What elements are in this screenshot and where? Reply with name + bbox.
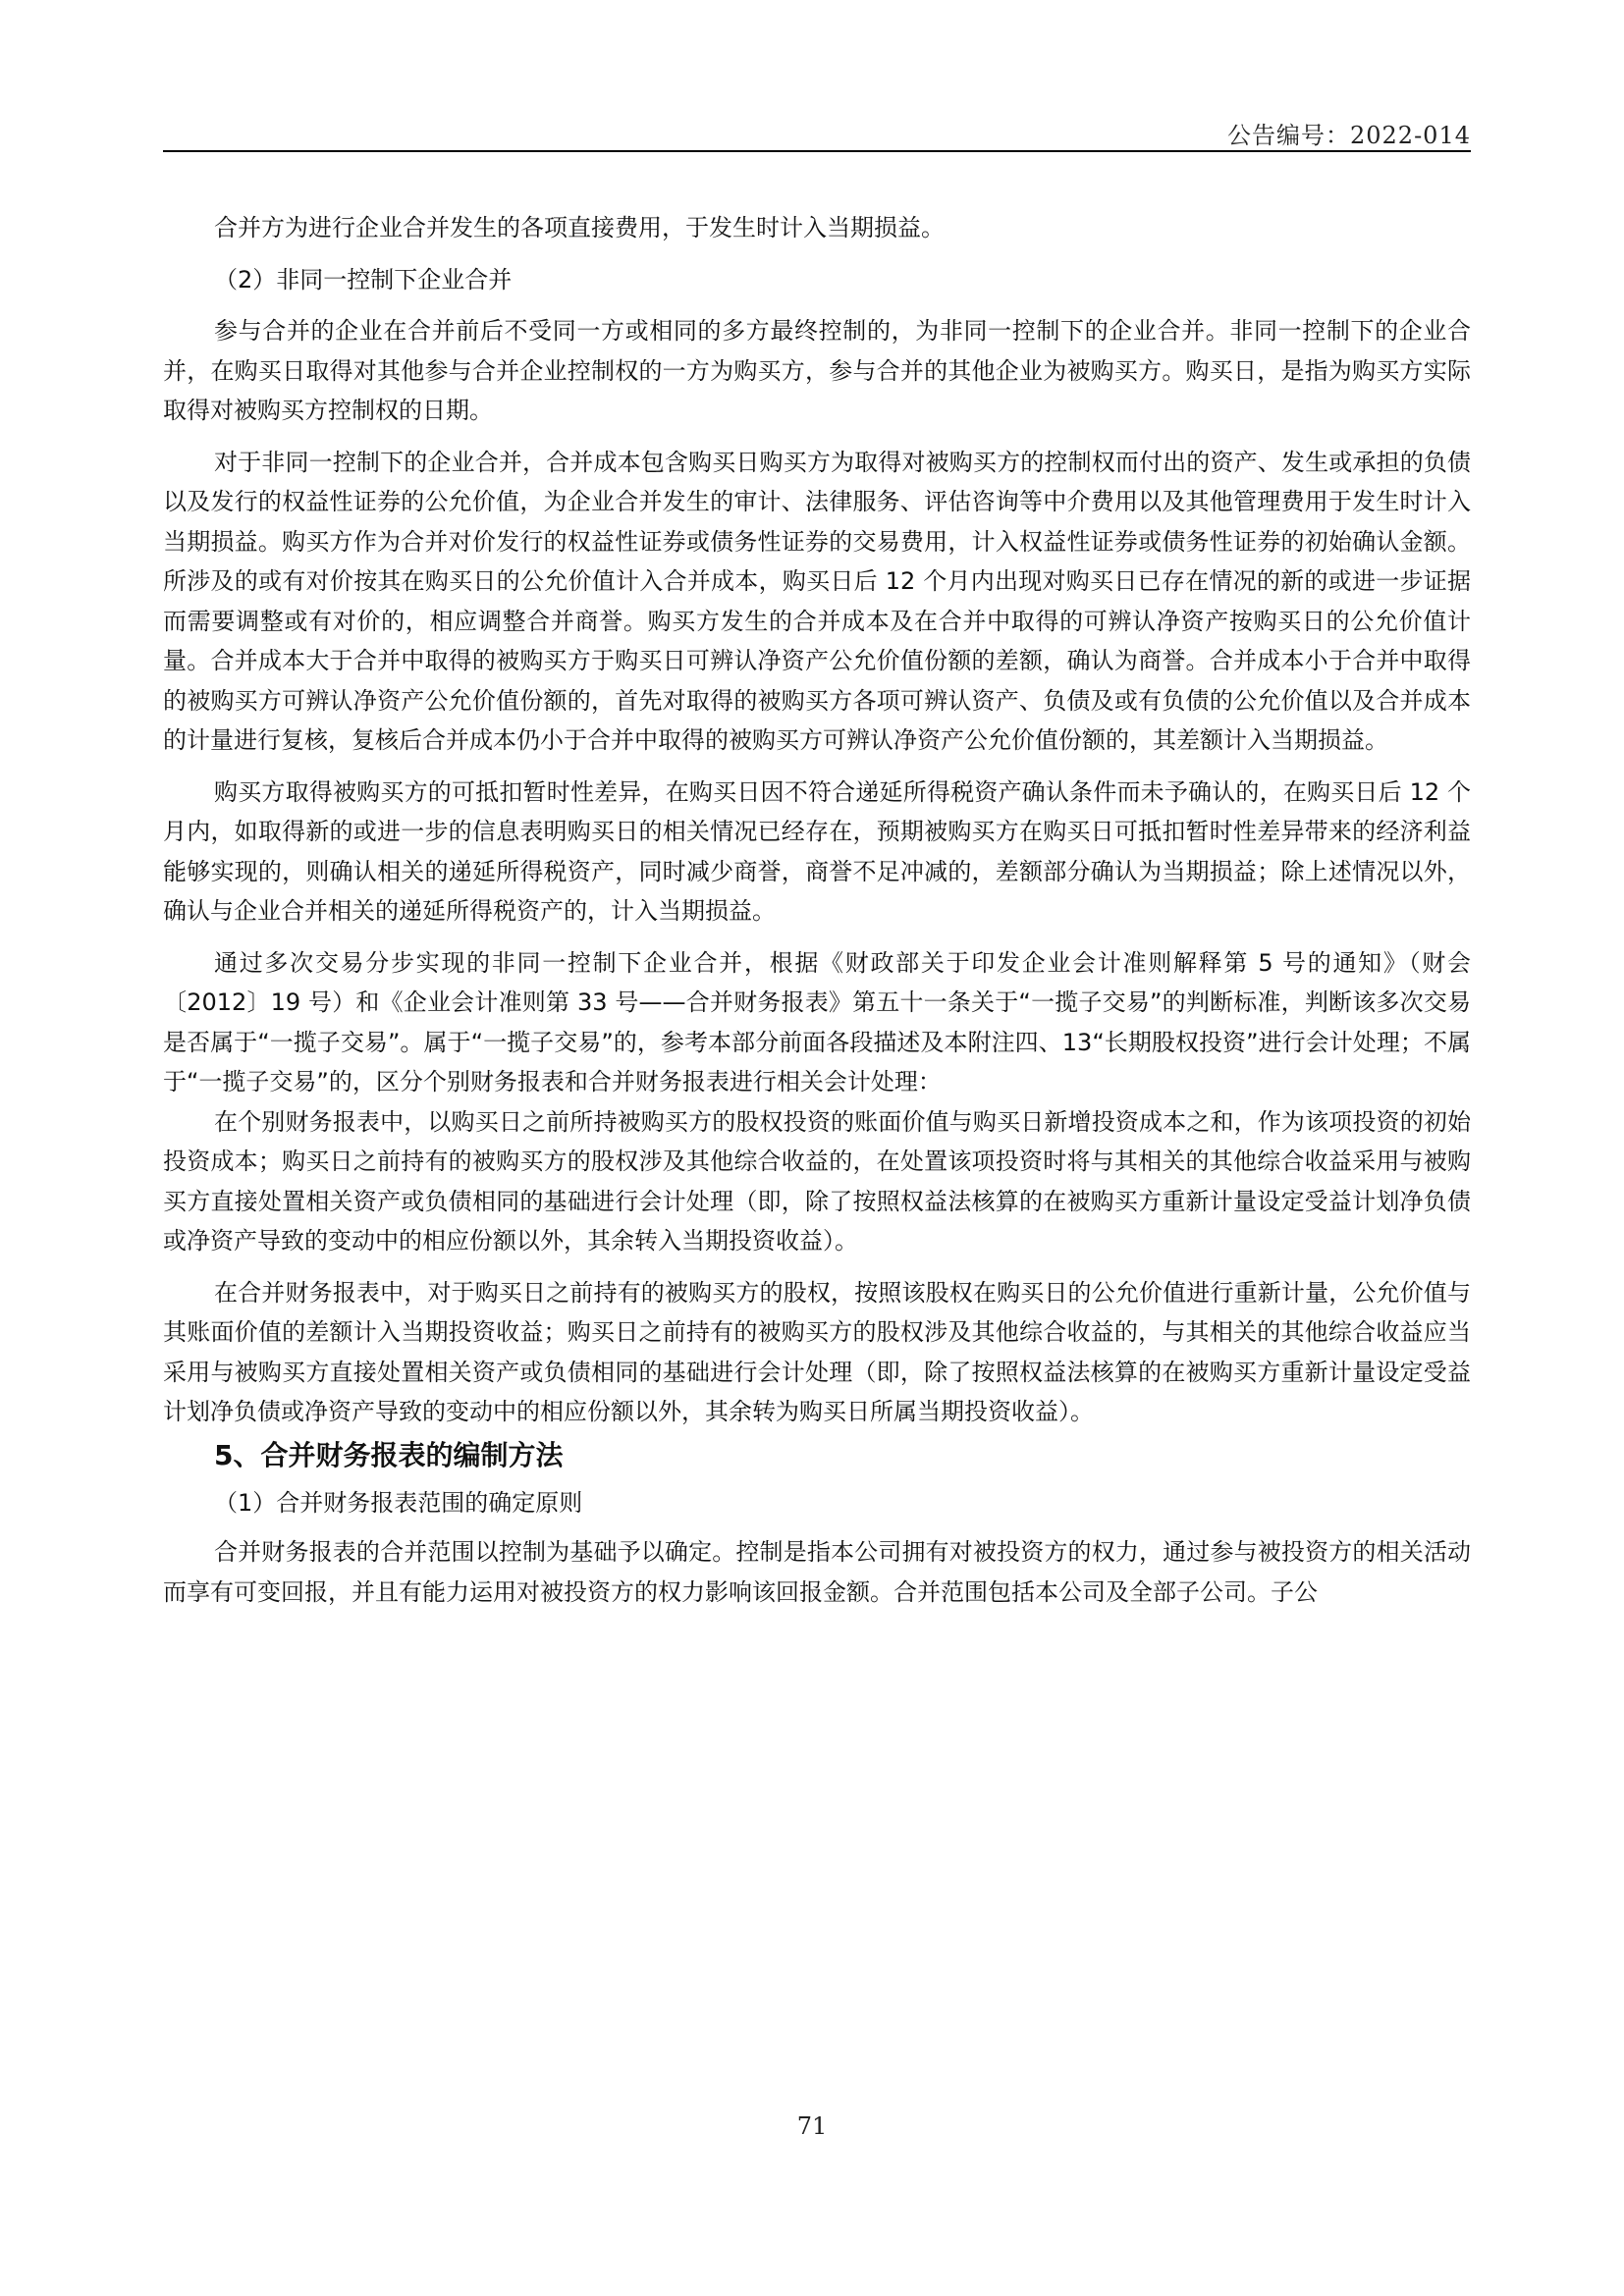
paragraph-non-common-control-definition: 参与合并的企业在合并前后不受同一方或相同的多方最终控制的，为非同一控制下的企业合并。非同一控制下的企业合并，在购买日取得对其他参与合并企业控制权的一方为购买方，参与合并的其他企业为被购买方。购买日，是指为购买方实际取得对被购买方控制权的日期。 — [163, 317, 1471, 424]
paragraph-merger-cost: 对于非同一控制下的企业合并，合并成本包含购买日购买方为取得对被购买方的控制权而付出的资产、发生或承担的负债以及发行的权益性证券的公允价值，为企业合并发生的审计、法律服务、评估咨询等中介费用以及其他管理费用于发生时计入当期损益。购买方作为合并对价发行的权益性证券或债务性证券的交易费用，计入权益性证券或债务性证券的初始确认金额。所涉及的或有对价按其在购买日的公允价值计入合并成本，购买日后 12 个月内出现对购买日已存在情况的新的或进一步证据而需要调整或有对价的，相应调整合并商誉。购买方发生的合并成本及在合并中取得的可辨认净资产按购买日的公允价值计量。合并成本大于合并中取得的被购买方于购买日可辨认净资产公允价值份额的差额，确认为商誉。合并成本小于合并中取得的被购买方可辨认净资产公允价值份额的，首先对取得的被购买方各项可辨认资产、负债及或有负债的公允价值以及合并成本的计量进行复核，复核后合并成本仍小于合并中取得的被购买方可辨认净资产公允价值份额的，其差额计入当期损益。 — [163, 448, 1471, 754]
paragraph-merger-direct-costs: 合并方为进行企业合并发生的各项直接费用，于发生时计入当期损益。 — [214, 214, 945, 241]
announcement-number: 公告编号：2022-014 — [1227, 122, 1471, 149]
subheading-consolidation-scope: （1）合并财务报表范围的确定原则 — [214, 1488, 583, 1517]
subheading-non-common-control: （2）非同一控制下企业合并 — [214, 265, 513, 294]
document-body — [163, 208, 1471, 1612]
page-number: 71 — [796, 2112, 828, 2140]
section-heading-consolidation-method: 5、合并财务报表的编制方法 — [214, 1438, 564, 1471]
paragraph-step-acquisition: 通过多次交易分步实现的非同一控制下企业合并，根据《财政部关于印发企业会计准则解释第 5 号的通知》（财会〔2012〕19 号）和《企业会计准则第 33 号——合并财务报表》第五十一条关于“一揽子交易”的判断标准，判断该多次交易是否属于“一揽子交易”。属于“一揽子交易”的，参考本部分前面各段描述及本附注四、13“长期股权投资”进行会计处理；不属于“一揽子交易”的，区分个别财务报表和合并财务报表进行相关会计处理： — [163, 948, 1471, 1095]
header-rule — [163, 150, 1471, 152]
paragraph-consolidated-statements: 在合并财务报表中，对于购买日之前持有的被购买方的股权，按照该股权在购买日的公允价值进行重新计量，公允价值与其账面价值的差额计入当期投资收益；购买日之前持有的被购买方的股权涉及其他综合收益的，与其相关的其他综合收益应当采用与被购买方直接处置相关资产或负债相同的基础进行会计处理（即，除了按照权益法核算的在被购买方重新计量设定受益计划净负债或净资产导致的变动中的相应份额以外，其余转为购买日所属当期投资收益）。 — [163, 1278, 1471, 1425]
paragraph-deferred-tax: 购买方取得被购买方的可抵扣暂时性差异，在购买日因不符合递延所得税资产确认条件而未予确认的，在购买日后 12 个月内，如取得新的或进一步的信息表明购买日的相关情况已经存在，预期被购买方在购买日可抵扣暂时性差异带来的经济利益能够实现的，则确认相关的递延所得税资产，同时减少商誉，商誉不足冲减的，差额部分确认为当期损益；除上述情况以外，确认与企业合并相关的递延所得税资产的，计入当期损益。 — [163, 777, 1471, 925]
paragraph-separate-statements: 在个别财务报表中，以购买日之前所持被购买方的股权投资的账面价值与购买日新增投资成本之和，作为该项投资的初始投资成本；购买日之前持有的被购买方的股权涉及其他综合收益的，在处置该项投资时将与其相关的其他综合收益采用与被购买方直接处置相关资产或负债相同的基础进行会计处理（即，除了按照权益法核算的在被购买方重新计量设定受益计划净负债或净资产导致的变动中的相应份额以外，其余转入当期投资收益）。 — [163, 1107, 1471, 1255]
paragraph-consolidation-scope: 合并财务报表的合并范围以控制为基础予以确定。控制是指本公司拥有对被投资方的权力，通过参与被投资方的相关活动而享有可变回报，并且有能力运用对被投资方的权力影响该回报金额。合并范围包括本公司及全部子公司。子公 — [163, 1538, 1471, 1606]
